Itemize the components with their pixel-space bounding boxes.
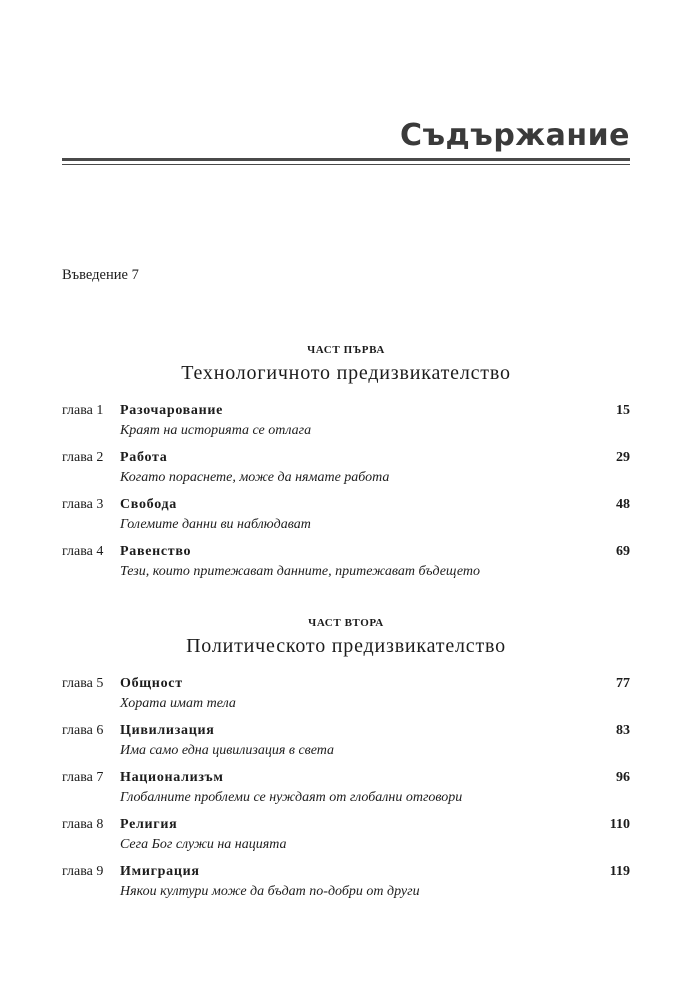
chapter-number: глава 9 <box>62 864 104 879</box>
toc-entry[interactable] <box>62 770 630 814</box>
toc-entry[interactable] <box>62 723 630 767</box>
part-1-title: Технологичното предизвикателство <box>181 362 511 384</box>
title-rule-thin <box>62 164 630 165</box>
chapter-number: глава 2 <box>62 450 104 465</box>
chapter-name: Имиграция <box>120 864 200 879</box>
chapter-name: Цивилизация <box>120 723 215 738</box>
part-2-title: Политическото предизвикателство <box>186 635 506 657</box>
page-title: Съдържание <box>400 118 630 153</box>
toc-intro[interactable]: Въведение 7 <box>62 267 139 283</box>
toc-entry[interactable] <box>62 403 630 447</box>
chapter-name: Свобода <box>120 497 177 512</box>
chapter-page: 77 <box>616 676 630 691</box>
chapter-number: глава 7 <box>62 770 104 785</box>
toc-entry[interactable] <box>62 676 630 720</box>
chapter-name: Религия <box>120 817 178 832</box>
chapter-page: 119 <box>609 864 630 879</box>
chapter-name: Разочарование <box>120 403 224 418</box>
chapter-page: 96 <box>616 770 630 785</box>
toc-entry[interactable] <box>62 497 630 541</box>
chapter-number: глава 5 <box>62 676 104 691</box>
part-1-label: ЧАСТ ПЪРВА <box>307 344 385 356</box>
part-2-label: ЧАСТ ВТОРА <box>308 617 384 629</box>
chapter-subtitle: Глобалните проблеми се нуждаят от глобални отговори <box>120 790 463 805</box>
chapter-page: 15 <box>616 403 630 418</box>
chapter-page: 48 <box>616 497 630 512</box>
chapter-page: 69 <box>616 544 630 559</box>
chapter-subtitle: Някои култури може да бъдат по-добри от други <box>120 884 420 899</box>
chapter-subtitle: Когато пораснете, може да нямате работа <box>120 470 390 485</box>
chapter-subtitle: Големите данни ви наблюдават <box>120 517 311 532</box>
chapter-subtitle: Сега Бог служи на нацията <box>120 837 287 852</box>
chapter-name: Общност <box>120 676 183 691</box>
chapter-name: Национализъм <box>120 770 224 785</box>
toc-entry[interactable] <box>62 544 630 588</box>
chapter-subtitle: Хората имат тела <box>120 696 236 711</box>
chapter-number: глава 4 <box>62 544 104 559</box>
toc-entry[interactable] <box>62 864 630 908</box>
chapter-name: Равенство <box>120 544 192 559</box>
chapter-number: глава 3 <box>62 497 104 512</box>
toc-entry[interactable] <box>62 817 630 861</box>
chapter-number: глава 1 <box>62 403 104 418</box>
chapter-page: 83 <box>616 723 630 738</box>
chapter-subtitle: Тези, които притежават данните, притежават бъдещето <box>120 564 480 579</box>
chapter-subtitle: Краят на историята се отлага <box>120 423 312 438</box>
chapter-page: 110 <box>609 817 630 832</box>
title-rule-thick <box>62 158 630 161</box>
chapter-subtitle: Има само една цивилизация в света <box>120 743 335 758</box>
toc-entry[interactable] <box>62 450 630 494</box>
chapter-number: глава 8 <box>62 817 104 832</box>
chapter-name: Работа <box>120 450 168 465</box>
chapter-page: 29 <box>616 450 630 465</box>
chapter-number: глава 6 <box>62 723 104 738</box>
